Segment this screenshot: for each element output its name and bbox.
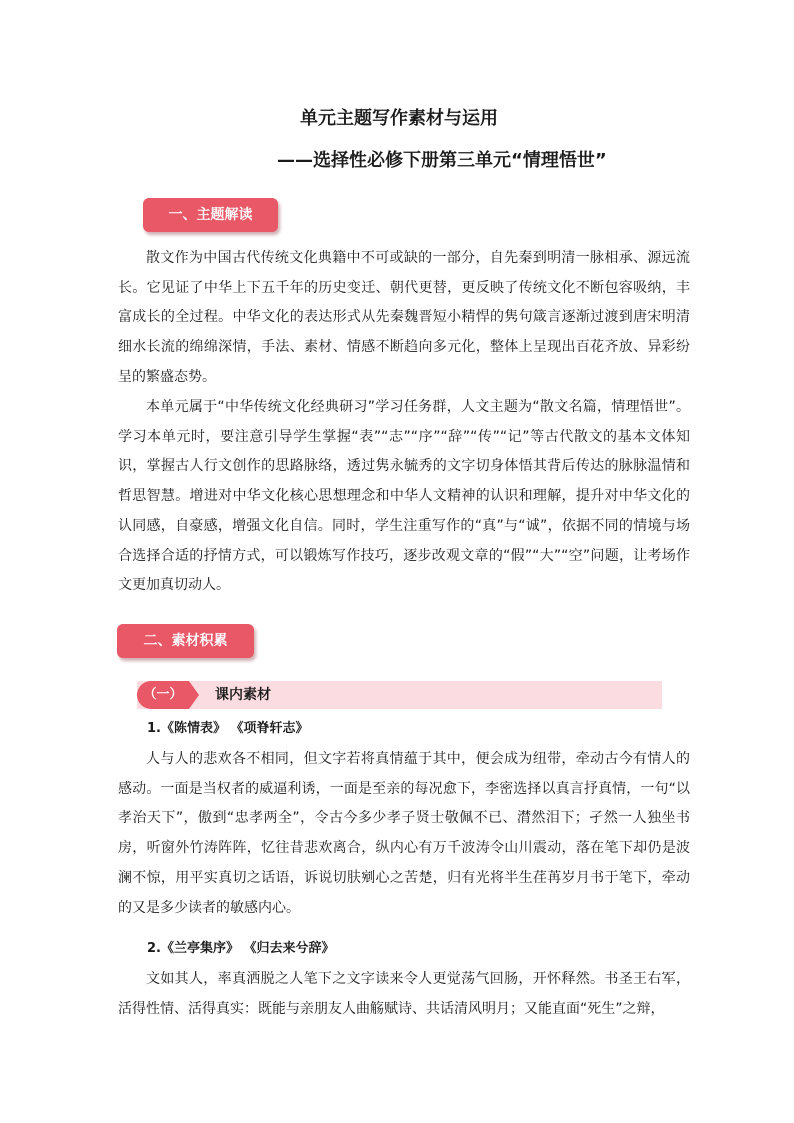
page-subtitle: ——选择性必修下册第三单元“情理悟世” [277, 150, 607, 171]
item-heading: 1.《陈情表》 《项脊轩志》 [147, 721, 309, 736]
paragraph: 文如其人，率真洒脱之人笔下之文字读来令人更觉荡气回肠，开怀释然。书圣王右军，活得性情、活得真实：既能与亲朋友人曲觞赋诗、共话清风明月；又能直面“死生”之辩， [118, 971, 690, 1017]
paragraph: 人与人的悲欢各不相同，但文字若将真情蕴于其中，便会成为纽带，牵动古今有情人的感动。一面是当权者的威逼利诱，一面是至亲的每况愈下，李密选择以真言抒真情，一句“以孝治天下”，傲到“忠孝两全”，令古今多少孝子贤士敬佩不已、潸然泪下；孑然一人独坐书房，听窗外竹涛阵阵，忆往昔悲欢离合，纵内心有万千波涛令山川震动，落在笔下却仍是波澜不惊，用平实真切之话语，诉说切肤剜心之苦楚，归有光将半生荏苒岁月书于笔下，牵动的又是多少读者的敏感内心。 [118, 751, 690, 916]
page-title: 单元主题写作素材与运用 [300, 108, 498, 129]
subsection-label: 课内素材 [215, 687, 271, 703]
chevron-right-icon [189, 681, 199, 709]
subsection-header [137, 681, 662, 709]
subsection-tag: （一） [137, 681, 189, 709]
item-heading: 2.《兰亭集序》 《归去来兮辞》 [147, 941, 335, 956]
paragraph: 本单元属于“中华传统文化经典研习”学习任务群，人文主题为“散文名篇，情理悟世”。学习本单元时，要注意引导学生掌握“表”“志”“序”“辞”“传”“记”等古代散文的基本文体知识，掌握古人行文创作的思路脉络，透过隽永毓秀的文字切身体悟其背后传达的脉脉温情和哲思智慧。增进对中华文化核心思想理念和中华人文精神的认识和理解，提升对中华文化的认同感，自豪感，增强文化自信。同时，学生注重写作的“真”与“诚”，依据不同的情境与场合选择合适的抒情方式，可以锻炼写作技巧，逐步改观文章的“假”“大”“空”问题，让考场作文更加真切动人。 [118, 399, 690, 594]
section-badge-materials: 二、素材积累 [117, 624, 254, 658]
section-badge-theme: 一、主题解读 [143, 198, 278, 232]
paragraph: 散文作为中国古代传统文化典籍中不可或缺的一部分，自先秦到明清一脉相承、源远流长。它见证了中华上下五千年的历史变迁、朝代更替，更反映了传统文化不断包容吸纳，丰富成长的全过程。中华文化的表达形式从先秦魏晋短小精悍的隽句箴言逐渐过渡到唐宋明清细水长流的绵绵深情，手法、素材、情感不断趋向多元化，整体上呈现出百花齐放、异彩纷呈的繁盛态势。 [118, 250, 690, 385]
